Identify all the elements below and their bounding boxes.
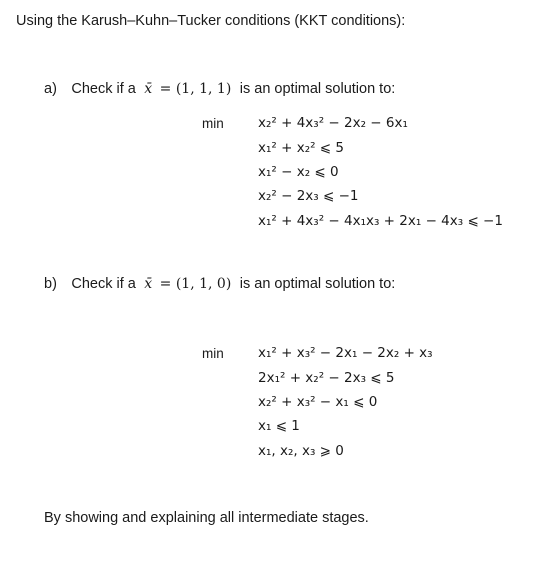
- part-a-prefix: Check if a: [71, 81, 136, 97]
- part-b-label: b): [44, 276, 57, 292]
- part-a-point: = (1, 1, 1): [159, 81, 232, 97]
- part-a-xbar: x̄: [144, 81, 153, 97]
- part-a-label: a): [44, 81, 57, 97]
- part-b-suffix: is an optimal solution to:: [239, 276, 396, 292]
- part-b-constraint-4: x₁, x₂, x₃ ⩾ 0: [258, 443, 344, 459]
- part-b-header: [44, 275, 395, 293]
- part-a-constraint-2: x₁² − x₂ ⩽ 0: [258, 164, 339, 180]
- part-a-objective: x₂² + 4x₃² − 2x₂ − 6x₁: [258, 115, 408, 131]
- part-b-constraint-1: 2x₁² + x₂² − 2x₃ ⩽ 5: [258, 370, 395, 386]
- intro-text: Using the Karush–Kuhn–Tucker conditions (KKT conditions):: [16, 13, 406, 29]
- part-a-header: [44, 80, 395, 98]
- part-b-constraint-2: x₂² + x₃² − x₁ ⩽ 0: [258, 394, 378, 410]
- part-a-constraint-1: x₁² + x₂² ⩽ 5: [258, 140, 345, 156]
- closing-text: By showing and explaining all intermediate stages.: [44, 510, 369, 526]
- part-a-constraint-4: x₁² + 4x₃² − 4x₁x₃ + 2x₁ − 4x₃ ⩽ −1: [258, 213, 503, 229]
- part-b-objective: x₁² + x₃² − 2x₁ − 2x₂ + x₃: [258, 345, 433, 361]
- part-b-prefix: Check if a: [71, 276, 136, 292]
- part-a-min-label: min: [202, 116, 224, 131]
- part-a-constraint-3: x₂² − 2x₃ ⩽ −1: [258, 188, 359, 204]
- part-a-suffix: is an optimal solution to:: [239, 81, 396, 97]
- part-b-min-label: min: [202, 346, 224, 361]
- part-b-constraint-3: x₁ ⩽ 1: [258, 418, 300, 434]
- part-b-xbar: x̄: [144, 276, 153, 292]
- part-b-point: = (1, 1, 0): [159, 276, 232, 292]
